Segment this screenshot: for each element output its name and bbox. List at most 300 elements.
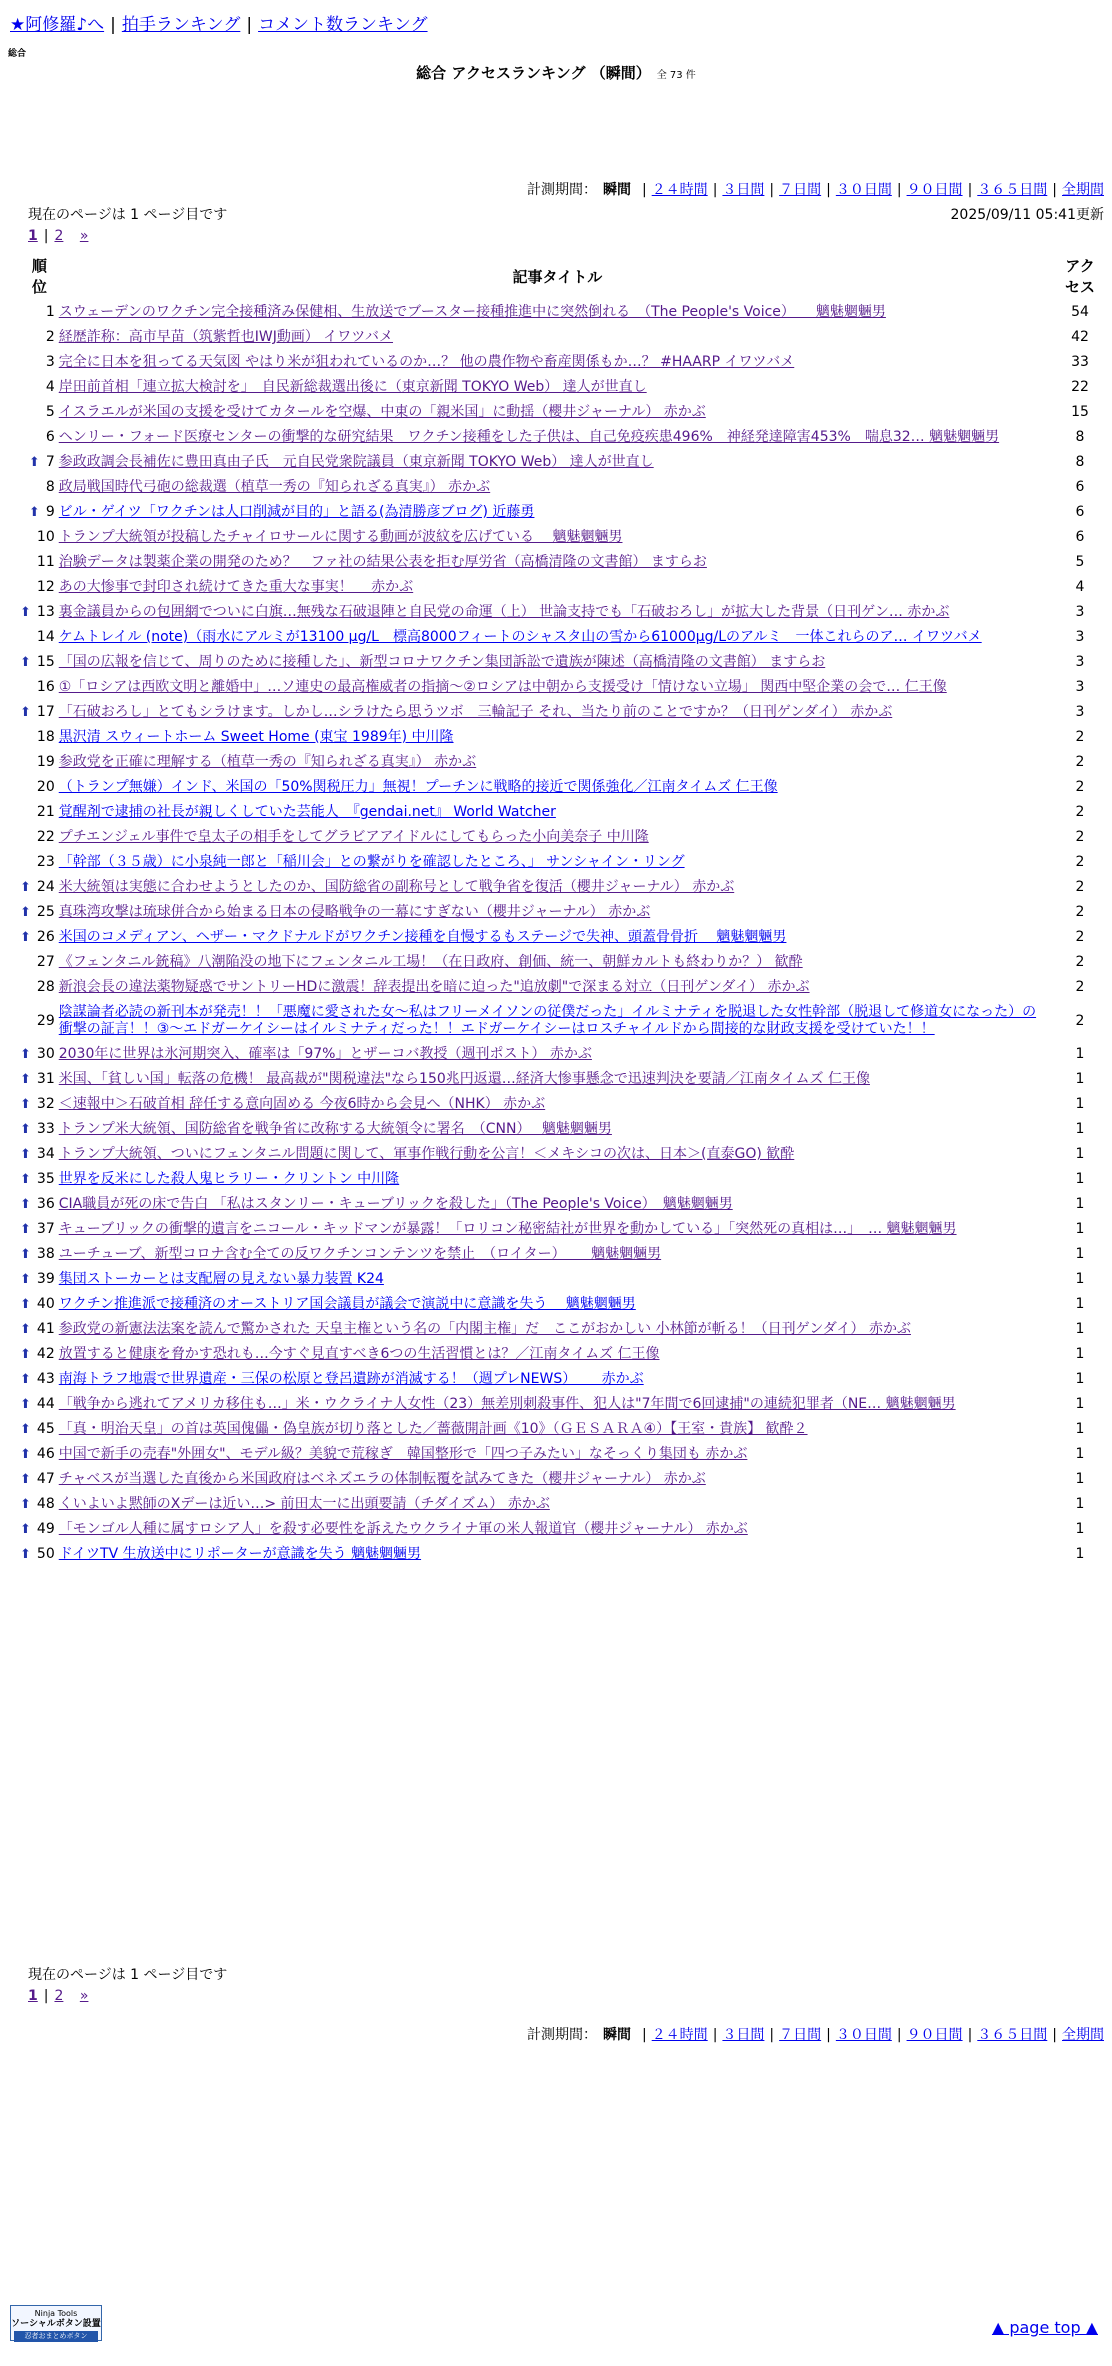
rank-cell <box>20 1392 59 1417</box>
period-current: 瞬間 <box>602 2027 631 2043</box>
rank-cell <box>20 950 59 975</box>
rank-cell <box>20 425 59 450</box>
title-cell <box>59 1042 1056 1067</box>
table-row <box>20 850 1104 875</box>
rank-cell <box>20 1417 59 1442</box>
table-row <box>20 1092 1104 1117</box>
rank-number: 1 <box>45 304 55 320</box>
rank-up-arrow-icon: ⬆ <box>20 1397 31 1412</box>
title-cell <box>59 800 1056 825</box>
rank-cell <box>20 1142 59 1167</box>
article-title-link[interactable]: 「国の広報を信じて、周りのために接種した」、新型コロナワクチン集団訴訟で遺族が陳述（高橋清隆の文書館） ますらお <box>58 654 826 670</box>
clap-ranking-link[interactable]: 拍手ランキング <box>121 15 241 35</box>
article-title-link[interactable]: 放置すると健康を脅かす恐れも…今すぐ見直すべき6つの生活習慣とは？／江南タイムズ 仁王像 <box>58 1346 660 1362</box>
access-count: 6 <box>1075 529 1085 545</box>
rank-cell <box>20 1367 59 1392</box>
rank-up-arrow-icon: ⬆ <box>20 1497 31 1512</box>
access-count: 2 <box>1075 729 1085 745</box>
article-title-link[interactable]: ①「ロシアは西欧文明と離婚中」…ソ連史の最高権威者の指摘～②ロシアは中朝から支援受け「情けない立場」 関西中堅企業の会で… 仁王像 <box>58 679 947 695</box>
rank-cell <box>20 750 59 775</box>
rank-header <box>20 254 59 300</box>
title-cell <box>59 350 1056 375</box>
rank-cell <box>20 600 59 625</box>
access-count: 8 <box>1075 454 1085 470</box>
rank-number: 19 <box>36 754 55 770</box>
rank-number: 50 <box>36 1546 55 1562</box>
rank-number: 33 <box>36 1121 55 1137</box>
rank-cell <box>20 325 59 350</box>
access-count: 1 <box>1075 1546 1085 1562</box>
period-link-0[interactable]: ２４時間 <box>651 182 708 198</box>
rank-number: 6 <box>45 429 55 445</box>
title-cell <box>59 1417 1056 1442</box>
rank-up-arrow-icon: ⬆ <box>20 605 31 620</box>
article-title-link[interactable]: 真珠湾攻撃は琉球併合から始まる日本の侵略戦争の一幕にすぎない（櫻井ジャーナル） 赤かぶ <box>58 904 651 920</box>
table-row <box>20 1042 1104 1067</box>
period-link-5[interactable]: ３６５日間 <box>977 182 1048 198</box>
access-header <box>1056 254 1104 300</box>
title-cell <box>59 575 1056 600</box>
pager-separator: | <box>43 228 49 244</box>
title-cell <box>59 1367 1056 1392</box>
article-title-link[interactable]: くいよいよ黙師のXデーは近い…> 前田太一に出頭要請（チダイズム） 赤かぶ <box>58 1496 550 1512</box>
pager-page-1[interactable]: 1 <box>28 1988 38 2004</box>
table-row <box>20 1542 1104 1567</box>
title-cell <box>59 1517 1056 1542</box>
rank-number: 17 <box>36 704 55 720</box>
article-title-link[interactable]: 米国のコメディアン、ヘザー・マクドナルドがワクチン接種を自慢するもステージで失神、頭蓋骨骨折 魑魅魍魎男 <box>58 929 787 945</box>
period-separator: | <box>769 2027 775 2043</box>
table-row <box>20 700 1104 725</box>
rank-cell <box>20 500 59 525</box>
rank-up-arrow-icon: ⬆ <box>20 1347 31 1362</box>
title-cell <box>59 1217 1056 1242</box>
period-link-6[interactable]: 全期間 <box>1062 182 1104 198</box>
rank-up-arrow-icon: ⬆ <box>20 880 31 895</box>
rank-cell <box>20 825 59 850</box>
table-row <box>20 1142 1104 1167</box>
rank-number: 38 <box>36 1246 55 1262</box>
title-cell <box>59 1467 1056 1492</box>
period-link-1[interactable]: ３日間 <box>722 2027 765 2043</box>
table-row <box>20 975 1104 1000</box>
title-cell <box>59 1167 1056 1192</box>
ninja-badge-line2: ソーシャルボタン設置 <box>11 2319 101 2329</box>
rank-number: 13 <box>36 604 55 620</box>
rank-cell <box>20 1442 59 1467</box>
article-title-link[interactable]: （トランプ無嫌）インド、米国の「50%関税圧力」無視！プーチンに戦略的接近で関係強化／江南タイムズ 仁王像 <box>58 779 778 795</box>
table-row <box>20 775 1104 800</box>
period-link-6[interactable]: 全期間 <box>1062 2027 1104 2043</box>
access-count: 33 <box>1071 354 1089 370</box>
access-count: 1 <box>1075 1071 1085 1087</box>
table-row <box>20 600 1104 625</box>
rank-up-arrow-icon: ⬆ <box>20 1222 31 1237</box>
article-title-link[interactable]: 世界を反米にした殺人鬼ヒラリー・クリントン 中川隆 <box>58 1171 400 1187</box>
table-row <box>20 825 1104 850</box>
page-info-bottom: 現在のページは 1 ページ目です <box>28 1967 228 1983</box>
article-title-link[interactable]: CIA職員が死の床で告白 「私はスタンリー・キューブリックを殺した」（The People's Voice） 魑魅魍魎男 <box>58 1196 733 1212</box>
home-link[interactable]: ★阿修羅♪へ <box>10 15 105 35</box>
title-cell <box>59 1117 1056 1142</box>
access-count: 1 <box>1075 1121 1085 1137</box>
table-row <box>20 1000 1104 1042</box>
rank-cell <box>20 650 59 675</box>
rank-number: 35 <box>36 1171 55 1187</box>
access-count: 2 <box>1075 779 1085 795</box>
rank-number: 46 <box>36 1446 55 1462</box>
rank-up-arrow-icon: ⬆ <box>20 1372 31 1387</box>
access-count: 1 <box>1075 1146 1085 1162</box>
article-title-link[interactable]: トランプ米大統領、国防総省を戦争省に改称する大統領令に署名 （CNN） 魑魅魍魎男 <box>58 1121 612 1137</box>
article-title-link[interactable]: 参政政調会長補佐に豊田真由子氏 元自民党衆院議員（東京新聞 TOKYO Web） 達人が世直し <box>58 454 654 470</box>
comment-ranking-link[interactable]: コメント数ランキング <box>258 15 428 35</box>
article-title-link[interactable]: ＜速報中＞石破首相 辞任する意向固める 今夜6時から会見へ（NHK） 赤かぶ <box>58 1096 546 1112</box>
table-row <box>20 675 1104 700</box>
period-separator: | <box>1052 2027 1057 2043</box>
rank-up-arrow-icon: ⬆ <box>20 1547 31 1562</box>
article-title-link[interactable]: 新浪会長の違法薬物疑惑でサントリーHDに激震！辞表提出を暗に迫った"追放劇"で深まる対立（日刊ゲンダイ） 赤かぶ <box>58 979 810 995</box>
rank-cell <box>20 925 59 950</box>
rank-number: 44 <box>36 1396 55 1412</box>
rank-up-arrow-icon: ⬆ <box>20 1422 31 1437</box>
rank-up-arrow-icon: ⬆ <box>20 1522 31 1537</box>
period-separator: | <box>826 2027 831 2043</box>
access-count: 4 <box>1075 579 1085 595</box>
article-title-link[interactable]: 2030年に世界は氷河期突入、確率は「97%」とザーコバ教授（週刊ポスト） 赤かぶ <box>58 1046 592 1062</box>
rank-number: 12 <box>36 579 55 595</box>
article-title-link[interactable]: イスラエルが米国の支援を受けてカタールを空爆、中東の「親米国」に動揺（櫻井ジャーナル） 赤かぶ <box>58 404 706 420</box>
rank-up-arrow-icon: ⬆ <box>20 655 31 670</box>
table-row <box>20 1367 1104 1392</box>
article-title-link[interactable]: あの大惨事で封印され続けてきた重大な事実！ 赤かぶ <box>58 579 414 595</box>
article-title-link[interactable]: 「石破おろし」とてもシラけます。しかし…シラけたら思うツボ 三輪記子 それ、当たり前のことですか？（日刊ゲンダイ） 赤かぶ <box>58 704 893 720</box>
title-cell <box>59 1292 1056 1317</box>
article-title-link[interactable]: 「モンゴル人種に属すロシア人」を殺す必要性を訴えたウクライナ軍の米人報道官（櫻井ジャーナル） 赤かぶ <box>58 1521 748 1537</box>
period-separator: | <box>967 182 973 198</box>
title-cell <box>59 325 1056 350</box>
article-title-link[interactable]: 参政党の新憲法法案を読んで驚かされた 天皇主権という名の「内閣主権」だ ここがおかしい 小林節が斬る！（日刊ゲンダイ） 赤かぶ <box>58 1321 911 1337</box>
rank-cell <box>20 1042 59 1067</box>
period-link-2[interactable]: ７日間 <box>779 2027 822 2043</box>
rank-number: 37 <box>36 1221 55 1237</box>
rank-number: 16 <box>36 679 55 695</box>
period-link-2[interactable]: ７日間 <box>779 182 822 198</box>
access-count: 3 <box>1075 704 1085 720</box>
period-separator: | <box>712 182 718 198</box>
table-row <box>20 550 1104 575</box>
top-nav <box>10 10 428 35</box>
rank-number: 3 <box>45 354 55 370</box>
article-title-link[interactable]: 政局戦国時代弓砲の総裁選（植草一秀の『知られざる真実』） 赤かぶ <box>58 479 491 495</box>
access-count: 3 <box>1075 629 1085 645</box>
rank-cell <box>20 1542 59 1567</box>
access-count: 2 <box>1075 1012 1085 1029</box>
rank-cell <box>20 1242 59 1267</box>
rank-cell <box>20 1342 59 1367</box>
rank-number: 32 <box>36 1096 55 1112</box>
title-cell <box>59 975 1056 1000</box>
access-count: 1 <box>1075 1521 1085 1537</box>
article-title-link[interactable]: 陰謀論者必読の新刊本が発売！！「悪魔に愛された女～私はフリーメイソンの従僕だった」イルミナティを脱退した女性幹部（脱退して修道女になった）の衝撃の証言！！③～エドガーケイシーはイルミナティだった！！エドガーケイシーはロスチャイルドから間接的な財政支援を受けていた！！ <box>58 1004 1037 1037</box>
rank-number: 11 <box>36 554 55 570</box>
access-count: 54 <box>1071 304 1089 320</box>
rank-cell <box>20 525 59 550</box>
rank-cell <box>20 475 59 500</box>
title-cell <box>59 1267 1056 1292</box>
period-link-3[interactable]: ３０日間 <box>835 2027 892 2043</box>
rank-cell <box>20 575 59 600</box>
period-link-1[interactable]: ３日間 <box>722 182 765 198</box>
article-title-link[interactable]: キューブリックの衝撃的遺言をニコール・キッドマンが暴露！「ロリコン秘密結社が世界を動かしている」「突然死の真相は…」 … 魑魅魍魎男 <box>58 1221 957 1237</box>
rank-number: 39 <box>36 1271 55 1287</box>
article-title-link[interactable]: ビル・ゲイツ「ワクチンは人口削減が目的」と語る(為清勝彦ブログ) 近藤勇 <box>58 504 535 520</box>
table-row <box>20 475 1104 500</box>
title-cell <box>59 300 1056 325</box>
rank-cell <box>20 1192 59 1217</box>
table-row <box>20 1192 1104 1217</box>
period-separator: | <box>967 2027 973 2043</box>
access-count: 2 <box>1075 979 1085 995</box>
table-row <box>20 1467 1104 1492</box>
title-cell <box>59 550 1056 575</box>
page-info-top: 現在のページは 1 ページ目です <box>28 207 228 223</box>
rank-number: 7 <box>45 454 55 470</box>
article-title-link[interactable]: 裏金議員からの包囲網でついに白旗…無残な石破退陣と自民党の命運（上） 世論支持でも「石破おろし」が拡大した背景（日刊ゲン… 赤かぶ <box>58 604 950 620</box>
article-title-link[interactable]: 完全に日本を狙ってる天気図 やはり米が狙われているのか…？ 他の農作物や畜産関係もか…？ #HAARP イワツバメ <box>58 354 795 370</box>
rank-number: 22 <box>36 829 55 845</box>
ninja-badge-line1: Ninja Tools <box>34 2309 78 2318</box>
table-row <box>20 1492 1104 1517</box>
article-title-link[interactable]: ドイツTV 生放送中にリポーターが意識を失う 魑魅魍魎男 <box>58 1546 422 1562</box>
article-title-link[interactable]: 「幹部（３５歳）に小泉純一郎と「稲川会」との繋がりを確認したところ、」 サンシャイン・リング <box>58 854 685 870</box>
rank-up-arrow-icon: ⬆ <box>20 1122 31 1137</box>
rank-number: 27 <box>36 954 55 970</box>
period-link-4[interactable]: ９０日間 <box>906 182 963 198</box>
rank-number: 24 <box>36 879 55 895</box>
article-title-link[interactable]: 集団ストーカーとは支配層の見えない暴力装置 K24 <box>58 1271 384 1287</box>
rank-number: 23 <box>36 854 55 870</box>
period-separator: | <box>896 2027 902 2043</box>
article-title-link[interactable]: 黒沢清 スウィートホーム Sweet Home (東宝 1989年) 中川隆 <box>58 729 454 745</box>
access-count: 1 <box>1075 1371 1085 1387</box>
category-label: 総合 <box>8 49 27 59</box>
period-link-3[interactable]: ３０日間 <box>835 182 892 198</box>
article-title-link[interactable]: トランプ大統領、ついにフェンタニル問題に関して、軍事作戦行動を公言！＜メキシコの次は、日本＞(直泰GO) 歓酔 <box>58 1146 795 1162</box>
article-title-link[interactable]: 経歴詐称：高市早苗（筑紫哲也IWJ動画） イワツバメ <box>58 329 394 345</box>
page-title <box>0 62 1112 83</box>
rank-number: 49 <box>36 1521 55 1537</box>
ninja-tools-badge[interactable] <box>10 2305 102 2341</box>
article-title-link[interactable]: ヘンリー・フォード医療センターの衝撃的な研究結果 ワクチン接種をした子供は、自己免疫疾患496% 神経発達障害453% 喘息32… 魑魅魍魎男 <box>58 429 1000 445</box>
rank-number: 41 <box>36 1321 55 1337</box>
title-cell <box>59 1067 1056 1092</box>
pager-page-1[interactable]: 1 <box>28 228 38 244</box>
access-count: 2 <box>1075 754 1085 770</box>
access-count: 1 <box>1075 1346 1085 1362</box>
title-cell <box>59 600 1056 625</box>
title-cell <box>59 425 1056 450</box>
article-title-link[interactable]: 《フェンタニル銃稿》八潮陥没の地下にフェンタニル工場！（在日政府、創価、統一、朝鮮カルトも終わりか？） 歓酔 <box>58 954 803 970</box>
rank-number: 31 <box>36 1071 55 1087</box>
rank-up-arrow-icon: ⬆ <box>20 930 31 945</box>
table-row <box>20 625 1104 650</box>
table-row <box>20 725 1104 750</box>
rank-cell <box>20 1217 59 1242</box>
title-cell <box>59 825 1056 850</box>
rank-cell <box>20 1067 59 1092</box>
table-row <box>20 500 1104 525</box>
table-row <box>20 1067 1104 1092</box>
rank-up-arrow-icon: ⬆ <box>20 1147 31 1162</box>
rank-number: 20 <box>36 779 55 795</box>
rank-number: 4 <box>45 379 55 395</box>
access-count: 2 <box>1075 829 1085 845</box>
rank-number: 43 <box>36 1371 55 1387</box>
article-title-link[interactable]: トランプ大統領が投稿したチャイロサールに関する動画が波紋を広げている 魑魅魍魎男 <box>58 529 623 545</box>
title-cell <box>59 500 1056 525</box>
rank-cell <box>20 450 59 475</box>
article-title-link[interactable]: 中国で新手の売春"外囲女"、モデル級？美貌で荒稼ぎ 韓国整形で「四つ子みたい」なそっくり集団も 赤かぶ <box>58 1446 748 1462</box>
rank-up-arrow-icon: ⬆ <box>20 1322 31 1337</box>
title-cell <box>59 1142 1056 1167</box>
ranking-table <box>20 254 1104 1567</box>
article-title-link[interactable]: 米大統領は実態に合わせようとしたのか、国防総省の副称号として戦争省を復活（櫻井ジャーナル） 赤かぶ <box>58 879 735 895</box>
title-cell <box>59 900 1056 925</box>
pager-page-2[interactable]: 2 <box>54 228 64 244</box>
article-title-link[interactable]: ケムトレイル (note)（雨水にアルミが13100 μg/L 標高8000フィートのシャスタ山の雪から61000μg/Lのアルミ 一体これらのア… イワツバメ <box>58 629 982 645</box>
access-count: 2 <box>1075 854 1085 870</box>
rank-cell <box>20 1292 59 1317</box>
rank-number: 42 <box>36 1346 55 1362</box>
rank-number: 8 <box>45 479 55 495</box>
period-separator: | <box>896 182 902 198</box>
rank-cell <box>20 1000 59 1042</box>
rank-number: 21 <box>36 804 55 820</box>
title-cell <box>59 375 1056 400</box>
pager-page-2[interactable]: 2 <box>54 1988 64 2004</box>
table-row <box>20 1292 1104 1317</box>
title-cell <box>59 1192 1056 1217</box>
article-title-link[interactable]: 参政党を正確に理解する（植草一秀の『知られざる真実』） 赤かぶ <box>58 754 477 770</box>
rank-cell <box>20 900 59 925</box>
rank-cell <box>20 1092 59 1117</box>
article-title-link[interactable]: 米国、「貧しい国」転落の危機！ 最高裁が"関税違法"なら150兆円返還…経済大惨事懸念で迅速判決を要請／江南タイムズ 仁王像 <box>58 1071 870 1087</box>
rank-number: 36 <box>36 1196 55 1212</box>
rank-cell <box>20 675 59 700</box>
table-row <box>20 800 1104 825</box>
article-title-link[interactable]: 覚醒剤で逮捕の社長が親しくしていた芸能人 『gendai.net』 World Watcher <box>58 804 556 820</box>
rank-up-arrow-icon: ⬆ <box>20 1072 31 1087</box>
pager-next[interactable]: » <box>79 228 89 244</box>
article-title-link[interactable]: 岸田前首相「連立拡大検討を」 自民新総裁選出後に（東京新聞 TOKYO Web） 達人が世直し <box>58 379 647 395</box>
title-cell <box>59 1392 1056 1417</box>
table-row <box>20 925 1104 950</box>
article-title-link[interactable]: チャベスが当選した直後から米国政府はベネズエラの体制転覆を試みてきた（櫻井ジャーナル） 赤かぶ <box>58 1471 706 1487</box>
title-cell <box>59 625 1056 650</box>
article-title-link[interactable]: 「戦争から逃れてアメリカ移住も…」米・ウクライナ人女性（23）無差別刺殺事件、犯人は"7年間で6回逮捕"の連続犯罪者（NE… 魑魅魍魎男 <box>58 1396 956 1412</box>
title-cell <box>59 1317 1056 1342</box>
title-cell <box>59 1542 1056 1567</box>
rank-number: 29 <box>36 1012 55 1029</box>
rank-up-arrow-icon: ⬆ <box>20 1247 31 1262</box>
rank-number: 2 <box>45 329 55 345</box>
title-cell <box>59 925 1056 950</box>
table-row <box>20 1117 1104 1142</box>
rank-number: 25 <box>36 904 55 920</box>
article-title-link[interactable]: スウェーデンのワクチン完全接種済み保健相、生放送でブースター接種推進中に突然倒れる （The People's Voice） 魑魅魍魎男 <box>58 304 886 320</box>
title-cell <box>59 750 1056 775</box>
pager-next[interactable]: » <box>79 1988 89 2004</box>
table-row <box>20 1517 1104 1542</box>
title-cell <box>59 1242 1056 1267</box>
rank-up-arrow-icon: ⬆ <box>20 1272 31 1287</box>
rank-cell <box>20 400 59 425</box>
access-count: 15 <box>1071 404 1089 420</box>
rank-number: 30 <box>36 1046 55 1062</box>
title-cell <box>59 1442 1056 1467</box>
article-title-link[interactable]: ワクチン推進派で接種済のオーストリア国会議員が議会で演説中に意識を失う 魑魅魍魎男 <box>58 1296 636 1312</box>
table-row <box>20 325 1104 350</box>
table-row <box>20 1442 1104 1467</box>
period-separator: | <box>712 2027 718 2043</box>
rank-number: 28 <box>36 979 55 995</box>
table-row <box>20 750 1104 775</box>
article-title-link[interactable]: プチエンジェル事件で皇太子の相手をしてグラビアアイドルにしてもらった小向美奈子 中川隆 <box>58 829 649 845</box>
period-link-4[interactable]: ９０日間 <box>906 2027 963 2043</box>
table-row <box>20 425 1104 450</box>
rank-cell <box>20 625 59 650</box>
table-row <box>20 1267 1104 1292</box>
access-header-line2: セス <box>1064 278 1095 296</box>
article-title-link[interactable]: 治験データは製薬企業の開発のため？ ファ社の結果公表を拒む厚労省（高橋清隆の文書館） ますらお <box>58 554 707 570</box>
period-link-0[interactable]: ２４時間 <box>651 2027 708 2043</box>
period-link-5[interactable]: ３６５日間 <box>977 2027 1048 2043</box>
rank-number: 26 <box>36 929 55 945</box>
rank-header-line2: 位 <box>31 278 47 296</box>
page-top-link[interactable]: ▲ page top ▲ <box>991 2318 1098 2337</box>
title-cell <box>59 475 1056 500</box>
rank-number: 48 <box>36 1496 55 1512</box>
title-cell <box>59 775 1056 800</box>
access-count: 1 <box>1075 1046 1085 1062</box>
article-title-link[interactable]: ユーチューブ、新型コロナ含む全ての反ワクチンコンテンツを禁止 （ロイター） 魑魅魍魎男 <box>58 1246 662 1262</box>
table-row <box>20 650 1104 675</box>
rank-up-arrow-icon: ⬆ <box>20 1472 31 1487</box>
table-row <box>20 1217 1104 1242</box>
rank-up-arrow-icon: ⬆ <box>28 455 40 470</box>
rank-number: 40 <box>36 1296 55 1312</box>
period-bar-bottom <box>527 2024 1104 2044</box>
title-cell <box>59 700 1056 725</box>
ranking-table-body <box>20 300 1104 1567</box>
table-header-row <box>20 254 1104 300</box>
access-count: 22 <box>1071 379 1089 395</box>
access-count: 6 <box>1075 479 1085 495</box>
title-cell <box>59 400 1056 425</box>
article-title-link[interactable]: 「真・明治天皇」の首は英国傀儡・偽皇族が切り落とした／薔薇開計画《10》（ＧＥＳＡＲＡ④）【王室・貴族】 歓酔２ <box>58 1421 808 1437</box>
access-count: 2 <box>1075 929 1085 945</box>
rank-up-arrow-icon: ⬆ <box>20 905 31 920</box>
rank-cell <box>20 300 59 325</box>
article-title-link[interactable]: 南海トラフ地震で世界遺産・三保の松原と登呂遺跡が消滅する！（週プレNEWS） 赤かぶ <box>58 1371 644 1387</box>
rank-cell <box>20 1317 59 1342</box>
access-count: 3 <box>1075 679 1085 695</box>
rank-cell <box>20 1492 59 1517</box>
rank-cell <box>20 1267 59 1292</box>
rank-up-arrow-icon: ⬆ <box>20 1097 31 1112</box>
period-label: 計測期間： <box>526 2027 597 2043</box>
